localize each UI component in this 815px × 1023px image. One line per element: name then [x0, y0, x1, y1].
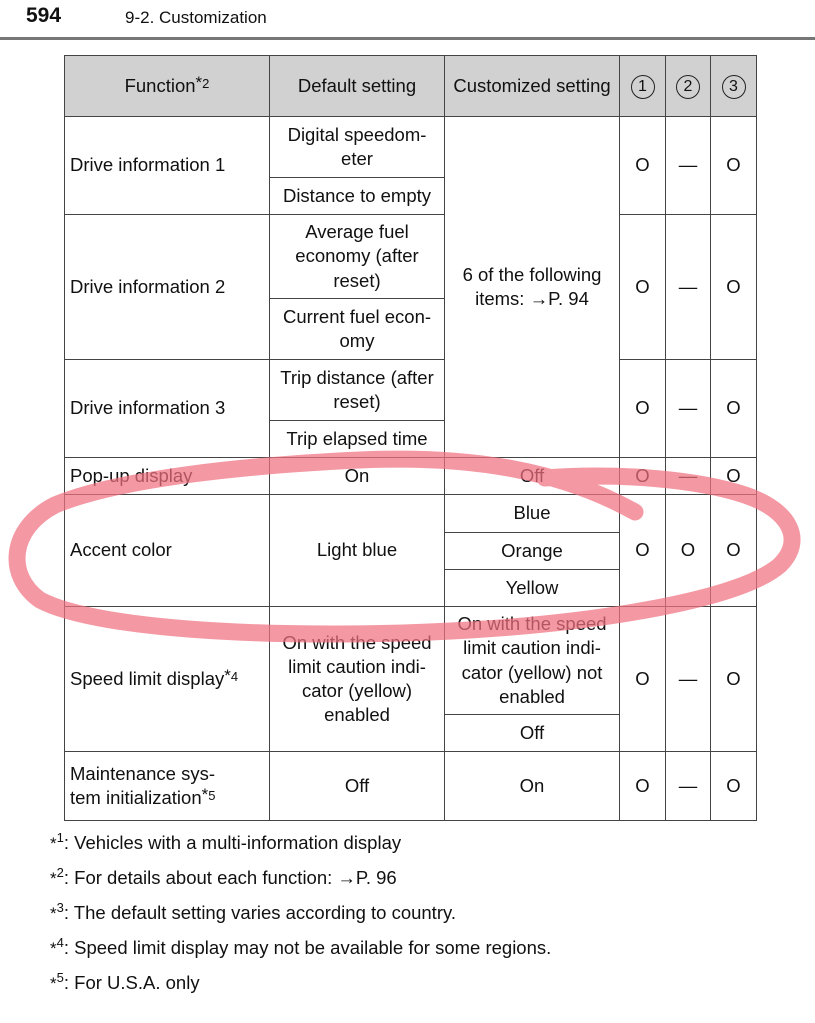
footnote: *$^5$: For U.S.A. only [50, 970, 200, 993]
customized-cell: 6 of the following items: →P. 94 [445, 117, 620, 458]
col3-cell: O [711, 495, 757, 607]
function-cell: Pop-up display [65, 458, 270, 495]
table-row [65, 607, 757, 715]
col2-cell: — [666, 752, 711, 821]
col2-cell: — [666, 360, 711, 458]
col3-cell: O [711, 607, 757, 752]
header-col1 [620, 56, 666, 117]
col1-cell: O [620, 117, 666, 215]
header-rule [0, 37, 815, 40]
table-row [65, 360, 757, 421]
default-cell: Off [270, 752, 445, 821]
col1-cell: O [620, 495, 666, 607]
col1-cell: O [620, 752, 666, 821]
section-title: 9-2. Customization [125, 8, 267, 27]
col2-cell: — [666, 607, 711, 752]
col2-cell: — [666, 215, 711, 360]
col3-cell: O [711, 117, 757, 215]
col3-cell: O [711, 360, 757, 458]
footnote: *$^2$: For details about each function: →P. 96 [50, 865, 397, 888]
default-cell: Digital speedom-eter [270, 117, 445, 178]
col3-cell: O [711, 752, 757, 821]
function-cell: Accent color [65, 495, 270, 607]
footnote: *$^4$: Speed limit display may not be available for some regions. [50, 935, 552, 958]
customized-cell: Orange [445, 533, 620, 570]
customization-table [64, 55, 757, 821]
page-number: 594 [26, 4, 62, 27]
table-row [65, 458, 757, 495]
header-default: Default setting [270, 56, 445, 117]
function-cell: Drive information 1 [65, 117, 270, 215]
circled-2: 2 [676, 75, 700, 99]
header-customized: Customized setting [445, 56, 620, 117]
circled-1: 1 [631, 75, 655, 99]
default-cell: On with the speed limit caution indi-cator (yellow) enabled [270, 607, 445, 752]
function-cell: Drive information 2 [65, 215, 270, 360]
circled-3: 3 [722, 75, 746, 99]
default-cell: Average fuel economy (after reset) [270, 215, 445, 299]
footnote: *$^1$: Vehicles with a multi-information display [50, 830, 402, 853]
customized-cell: Off [445, 458, 620, 495]
default-cell: Current fuel econ-omy [270, 299, 445, 360]
customized-cell: Blue [445, 495, 620, 533]
function-cell: Speed limit display$^{*4}$ [65, 607, 270, 752]
table-row [65, 752, 757, 821]
table-row [65, 215, 757, 299]
default-cell: Trip elapsed time [270, 421, 445, 458]
col2-cell: — [666, 458, 711, 495]
col2-cell: — [666, 117, 711, 215]
col2-cell: O [666, 495, 711, 607]
col1-cell: O [620, 215, 666, 360]
page-header [0, 0, 815, 40]
header-function: Function$^{*2}$ [65, 56, 270, 117]
col3-cell: O [711, 458, 757, 495]
col1-cell: O [620, 360, 666, 458]
header-col2 [666, 56, 711, 117]
footnote: *$^3$: The default setting varies according to country. [50, 900, 456, 923]
customized-cell: Off [445, 715, 620, 752]
table-row [65, 495, 757, 533]
customized-cell: On [445, 752, 620, 821]
table-row [65, 117, 757, 178]
function-cell: Drive information 3 [65, 360, 270, 458]
col3-cell: O [711, 215, 757, 360]
default-cell: Trip distance (after reset) [270, 360, 445, 421]
default-cell: On [270, 458, 445, 495]
footnotes [50, 832, 551, 1007]
default-cell: Distance to empty [270, 178, 445, 215]
function-cell: Maintenance sys- tem initialization$^{*5}$ [65, 752, 270, 821]
customized-cell: On with the speed limit caution indi-cator (yellow) not enabled [445, 607, 620, 715]
col1-cell: O [620, 607, 666, 752]
col1-cell: O [620, 458, 666, 495]
header-col3 [711, 56, 757, 117]
table-header-row [65, 56, 757, 117]
default-cell: Light blue [270, 495, 445, 607]
customized-cell: Yellow [445, 570, 620, 607]
